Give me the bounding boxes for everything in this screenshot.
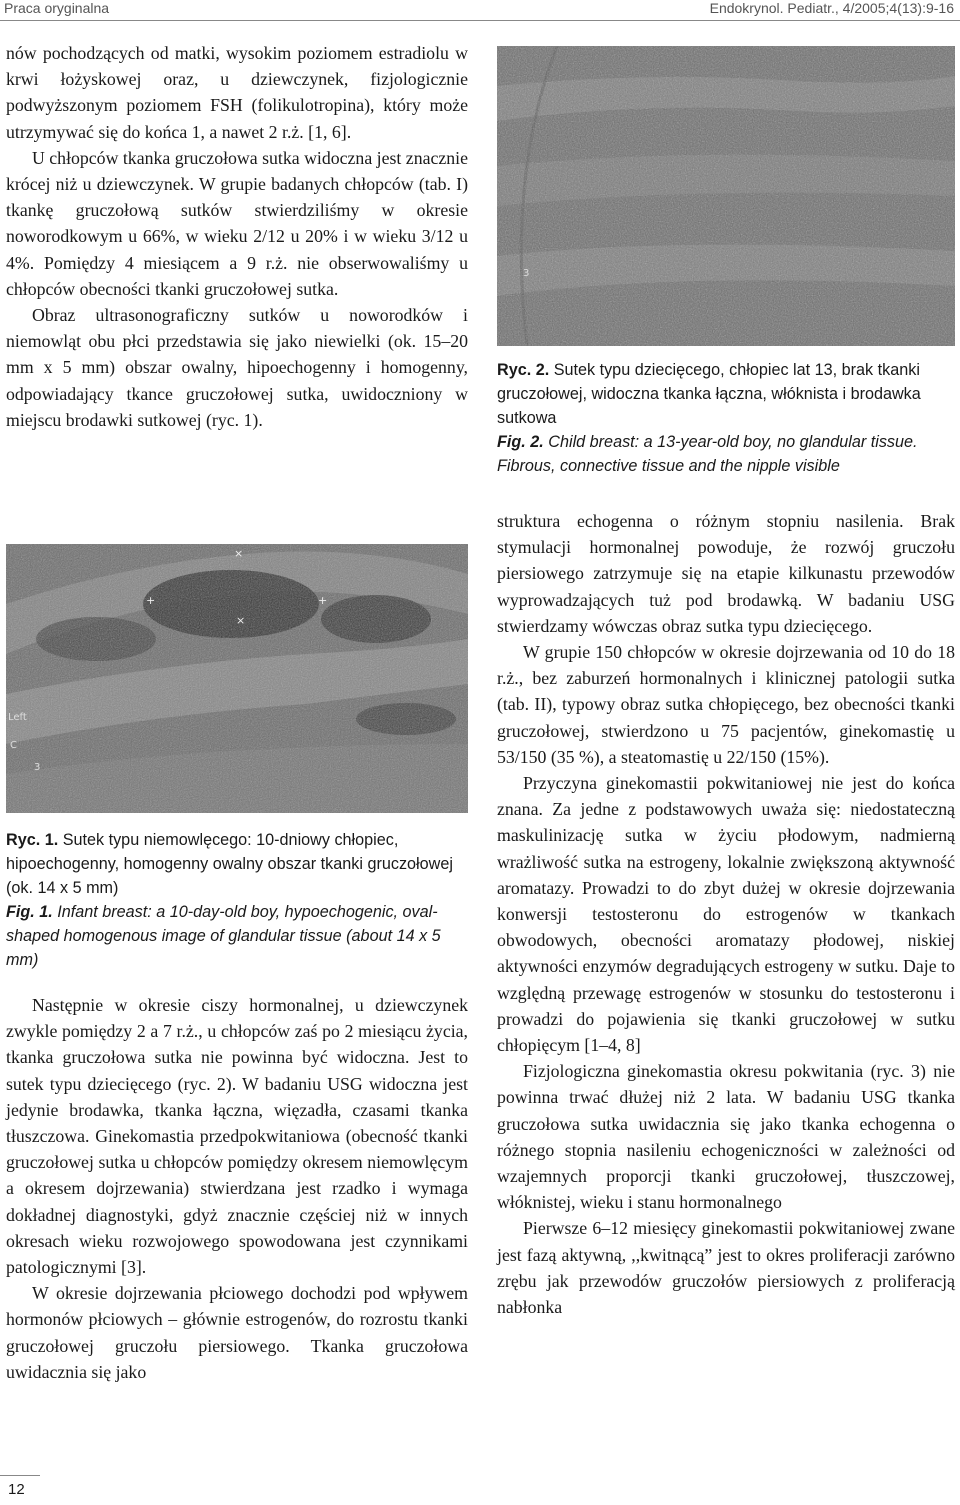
- figure-1-ultrasound-image: [6, 544, 468, 813]
- figure-1-label-pl: Ryc. 1.: [6, 831, 59, 849]
- overlay-letter: C: [10, 740, 17, 751]
- right-column-text: [497, 508, 955, 1320]
- figure-1-caption-en: Infant breast: a 10-day-old boy, hypoechogenic, oval-shaped homogenous image of glandular tissue (about 14 x 5 mm): [6, 903, 441, 969]
- paragraph: U chłopców tkanka gruczołowa sutka widoczna jest znacznie krócej niż u dziewczynek. W grupie badanych chłopców (tab. I) tkankę gruczołową sutków stwierdziliśmy w okresie noworodkowym u 66%, w wieku 2/12 u 20% i w wieku 3/12 u 4%. Pomiędzy 4 miesiącem a 9 r.ż. nie obserwowaliśmy u chłopców obecności tkanki gruczołowej sutka.: [6, 147, 468, 299]
- paragraph: struktura echogenna o różnym stopniu nasilenia. Brak stymulacji hormonalnej powoduje, że rozwój gruczołu piersiowego zatrzymuje się na etapie kilkunastu przewodów wyprowadzających tuż pod brodawką. W badaniu USG stwierdzamy wówczas obraz sutka typu dziecięcego.: [497, 511, 955, 636]
- running-header: [0, 0, 960, 18]
- left-column-bottom-text: [6, 992, 468, 1385]
- overlay-left-label: Left: [8, 712, 27, 723]
- overlay-number: 3: [523, 268, 530, 279]
- paragraph: Następnie w okresie ciszy hormonalnej, u dziewczynek zwykle pomiędzy 2 a 7 r.ż., u chłopców zaś po 2 miesiącu życia, tkanka gruczołowa sutka nie powinna być widoczna. Jest to sutek typu dziecięcego (ryc. 2). W badaniu USG widoczna jest jedynie brodawka, tkanka łączna, więzadła, czasami tkanka tłuszczowa. Ginekomastia przedpokwitaniowa (obecność tkanki gruczołowej sutka u chłopców pomiędzy okresem niemowlęcym a okresem dojrzewania) stwierdzana jest rzadko i wymaga dokładnej diagnostyki, gdyż znacznie częściej niż w innych okresach wieku rozwojowego spowodowana jest czynnikami patologicznymi [3].: [6, 995, 468, 1278]
- paragraph: nów pochodzących od matki, wysokim poziomem estradiolu w krwi łożyskowej oraz, u dziewczynek, fizjologicznie podwyższonym poziomem FSH (folikulotropina), który może utrzymywać się do końca 1, a nawet 2 r.ż. [1, 6].: [6, 43, 468, 142]
- header-section-label: Praca oryginalna: [4, 0, 110, 16]
- figure-2-caption: [497, 358, 955, 478]
- figure-1-label-en: Fig. 1.: [6, 903, 53, 921]
- figure-2-ultrasound-image: [497, 46, 955, 346]
- figure-2-caption-en: Child breast: a 13-year-old boy, no glandular tissue. Fibrous, connective tissue and the nipple visible: [497, 433, 918, 475]
- figure-2-label-pl: Ryc. 2.: [497, 361, 550, 379]
- svg-text:×: ×: [236, 614, 246, 627]
- figure-1-caption: [6, 828, 468, 972]
- figure-2-label-en: Fig. 2.: [497, 433, 544, 451]
- figure-1-caption-pl: Sutek typu niemowlęcego: 10-dniowy chłopiec, hipoechogenny, homogenny owalny obszar tkanki gruczołowej (ok. 14 x 5 mm): [6, 831, 453, 897]
- header-divider: [0, 20, 960, 21]
- paragraph: W okresie dojrzewania płciowego dochodzi pod wpływem hormonów płciowych – głównie estrogenów, do rozrostu tkanki gruczołowej gruczołu piersiowego. Tkanka gruczołowa uwidacznia się jako: [6, 1283, 468, 1382]
- figure-2-caption-pl: Sutek typu dziecięcego, chłopiec lat 13, brak tkanki gruczołowej, widoczna tkanka łączna, włóknista i brodawka sutkowa: [497, 361, 921, 427]
- paragraph: Przyczyna ginekomastii pokwitaniowej nie jest do końca znana. Za jedne z podstawowych uważa się: niedostateczną maskulinizację sutka w życiu płodowym, nadmierną wrażliwość sutka na estrogeny, lokalnie zwiększoną aktywność aromatazy. Prowadzi to do zbyt dużej w okresie dojrzewania konwersji testosteronu do estrogenów w tkankach obwodowych, obecności aromatazy płodowej, niskiej aktywności enzymów degradujących estrogeny w sutku. Daje to względną przewagę estrogenów w stosunku do testosteronu i prowadzi do pojawienia się tkanki gruczołowej w sutku chłopięcym [1–4, 8]: [497, 773, 955, 1056]
- overlay-number: 3: [34, 762, 41, 773]
- ultrasound-texture-2: [497, 46, 955, 346]
- svg-text:+: +: [146, 594, 156, 607]
- page-number: 12: [8, 1481, 25, 1498]
- paragraph: W grupie 150 chłopców w okresie dojrzewania od 10 do 18 r.ż., bez zaburzeń hormonalnych i klinicznej patologii sutka (tab. II), typowy obraz sutka chłopięcego, bez obecności tkanki gruczołowej, stwierdzono u 75 pacjentów, ginekomastię u 53/150 (35 %), a steatomastię u 22/150 (15%).: [497, 642, 955, 767]
- footer-divider: [0, 1475, 40, 1476]
- paragraph: Obraz ultrasonograficzny sutków u noworodków i niemowląt obu płci przedstawia się jako niewielki (ok. 15–20 mm x 5 mm) obszar owalny, hipoechogenny i homogenny, odpowiadający tkance gruczołowej sutka, uwidoczniony w miejscu brodawki sutkowej (ryc. 1).: [6, 305, 468, 430]
- svg-text:+: +: [318, 594, 328, 607]
- paragraph: Pierwsze 6–12 miesięcy ginekomastii pokwitaniowej zwane jest fazą aktywną, ,,kwitnącą” jest to okres proliferacji zarówno zrębu jak przewodów gruczołów piersiowych z proliferacją nabłonka: [497, 1218, 955, 1318]
- header-journal-citation: Endokrynol. Pediatr., 4/2005;4(13):9-16: [709, 0, 954, 16]
- left-column-top-text: [6, 40, 468, 433]
- paragraph: Fizjologiczna ginekomastia okresu pokwitania (ryc. 3) nie powinna trwać dłużej niż 2 lata. W badaniu USG tkanka gruczołowa sutka uwidacznia się jako tkanka echogenna o różnego stopnia nasileniu echogeniczności w zależności od wzajemnych proporcji tkanki gruczołowej, tłuszczowej, włóknistej, wieku i stanu hormonalnego: [497, 1061, 955, 1213]
- svg-text:×: ×: [234, 547, 244, 560]
- ultrasound-texture-1: [6, 544, 468, 813]
